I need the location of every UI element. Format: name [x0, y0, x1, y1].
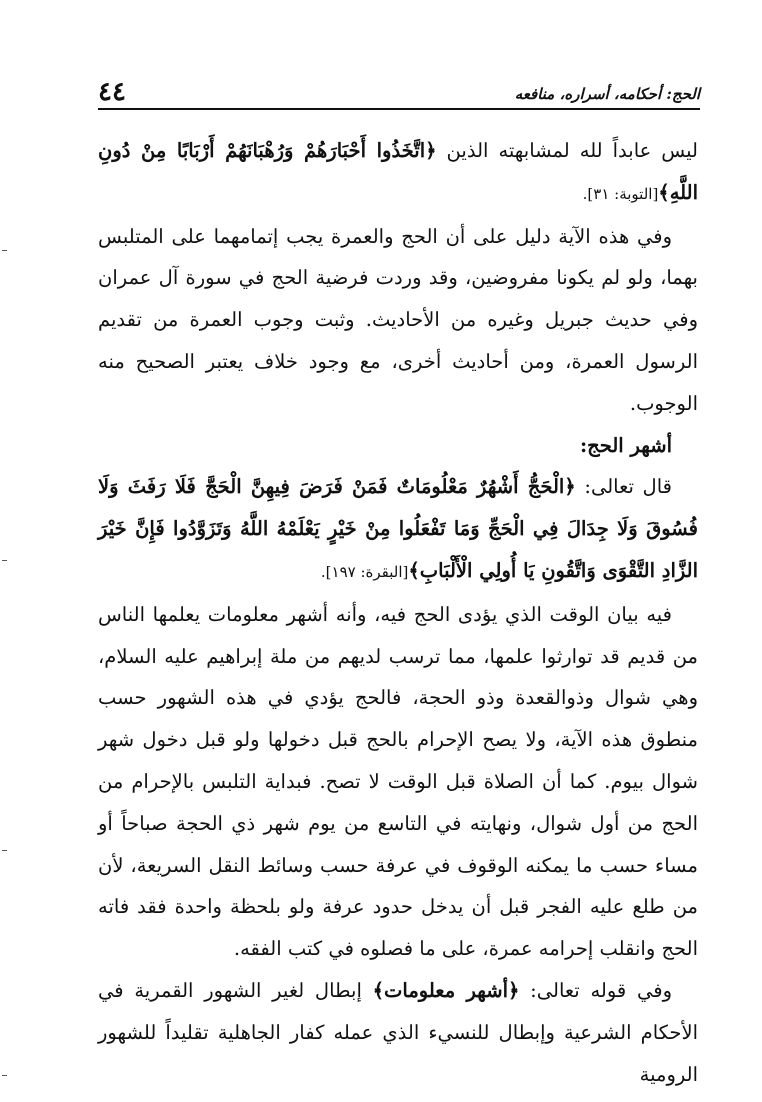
paragraph-4: فيه بيان الوقت الذي يؤدى الحج فيه، وأنه أشهر معلومات يعلمها الناس من قديم قد توارثوا علمها، مما ترسب لديهم من ملة إبراهيم عليه السلام، وهي شوال وذوالقعدة وذو الحجة، فالحج يؤدي في هذه الشهور حسب منطوق هذه الآية، ولا يصح الإحرام بالحج قبل دخولها ولو قبل دخول شهر شوال بيوم. كما أن الصلاة قبل الوقت لا تصح. فبداية التلبس بالإحرام من الحج من أول شوال، ونهايته في التاسع من يوم شهر ذي الحجة صباحاً أو مساء حسب ما يمكنه الوقوف في عرفة حسب وسائط النقل السريعة، لأن من طلع عليه الفجر قبل أن يدخل حدود عرفة ولو بلحظة واحدة فقد فاته الحج وانقلب إحرامه عمرة، على ما فصلوه في كتب الفقه.: [98, 602, 698, 961]
paragraph-1-text: ليس عابداً لله لمشابهته الذين: [436, 139, 698, 162]
paragraph-5-rest: إبطال لغير الشهور القمرية في الأحكام الشرعية وإبطال للنسيء الذي عمله كفار الجاهلية تقليداً للشهور الرومية: [98, 978, 698, 1086]
header-rule: [98, 108, 700, 110]
scan-margin-mark: [2, 850, 7, 851]
running-title: الحج: أحكامه، أسراره، منافعه: [514, 85, 700, 103]
bold-phrase: ﴿أشهر معلومات﴾: [372, 978, 520, 1002]
scan-margin-mark: [2, 250, 7, 251]
paragraph-5-intro: وفي قوله تعالى:: [519, 978, 672, 1002]
quran-verse-tawbah: ﴿اتَّخَذُوا أَحْبَارَهُمْ وَرُهْبَانَهُمْ أَرْبَابًا مِنْ دُونِ اللَّهِ﴾: [98, 139, 698, 204]
paragraph-3: [98, 466, 698, 593]
scan-margin-mark: [2, 560, 7, 561]
quran-verse-baqarah: ﴿الْحَجُّ أَشْهُرٌ مَعْلُومَاتٌ فَمَنْ فَرَضَ فِيهِنَّ الْحَجَّ فَلَا رَفَثَ وَلَا فُسُوقَ وَلَا جِدَالَ فِي الْحَجِّ وَمَا تَفْعَلُوا مِنْ خَيْرٍ يَعْلَمْهُ اللَّهُ وَتَزَوَّدُوا فَإِنَّ خَيْرَ الزَّادِ التَّقْوَى وَاتَّقُونِ يَا أُولِي الْأَلْبَابِ﴾: [98, 475, 698, 582]
page-number: ٤٤: [98, 77, 126, 107]
paragraph-1: [98, 130, 698, 216]
paragraph-3-intro: قال تعالى:: [575, 475, 672, 499]
verse-reference-baqarah: [البقرة: ١٩٧].: [320, 562, 409, 581]
page-header: [98, 76, 700, 106]
page-body: [98, 130, 698, 1095]
scan-margin-mark: [2, 1075, 7, 1076]
verse-reference-tawbah: [التوبة: ٣١].: [582, 184, 659, 203]
section-heading: أشهر الحج:: [579, 433, 672, 457]
paragraph-5: [98, 970, 698, 1095]
paragraph-2: وفي هذه الآية دليل على أن الحج والعمرة يجب إتمامهما على المتلبس بهما، ولو لم يكونا مفروضين، وقد وردت فرضية الحج في سورة آل عمران وفي حديث جبريل وغيره من الأحاديث. وثبت وجوب العمرة من تقديم الرسول العمرة، ومن أحاديث أخرى، مع وجود خلاف يعتبر الصحيح منه الوجوب.: [98, 224, 698, 415]
